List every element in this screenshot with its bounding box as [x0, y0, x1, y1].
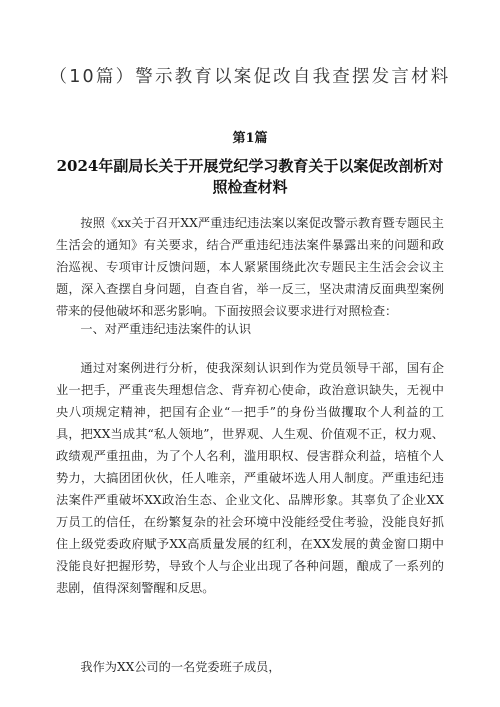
paragraph-self-statement: 我作为XX公司的一名党委班子成员，: [80, 660, 281, 674]
article-title: 2024年副局长关于开展党纪学习教育关于以案促改剖析对照检查材料: [56, 157, 444, 196]
section-number: 第1篇: [232, 131, 268, 146]
section-heading-1: 一、对严重违纪违法案件的认识: [80, 322, 252, 336]
paragraph-intro: 按照《xx关于召开XX严重违纪违法案以案促改警示教育暨专题民主生活会的通知》有关要求，结合严重违纪违法案件暴露出来的问题和政治巡视、专项审计反馈问题，本人紧紧围绕此次专题民主生活会会议主题，深入查摆自身问题，自查自省，举一反三，坚决肃清反面典型案例带来的侵他破坏和恶劣影响。下面按照会议要求进行对照检查：: [56, 216, 444, 318]
paragraph-case-analysis: 通过对案例进行分析，使我深刻认识到作为党员领导干部，国有企业一把手，严重丧失理想信念、背弃初心使命，政治意识缺失，无视中央八项规定精神，把国有企业“一把手”的身份当做攫取个人利益的工具，把XX当成其“私人领地”，世界观、人生观、价值观不正，权力观、政绩观严重扭曲，为了个人名利，滥用职权、侵害群众利益，培植个人势力，大搞团团伙伙，任人唯亲，严重破坏选人用人制度。严重违纪违法案件严重破坏XX政治生态、企业文化、品牌形象。其辜负了企业XX万员工的信任，在纷繁复杂的社会环境中没能经受住考验，没能良好抓住上级党委政府赋予XX高质量发展的红利，在XX发展的黄金窗口期中没能良好把握形势，导致个人与企业出现了各种问题，酿成了一系列的悲剧，值得深刻警醒和反思。: [56, 361, 444, 595]
document-title: （10篇）警示教育以案促改自我查摆发言材料: [49, 67, 451, 87]
